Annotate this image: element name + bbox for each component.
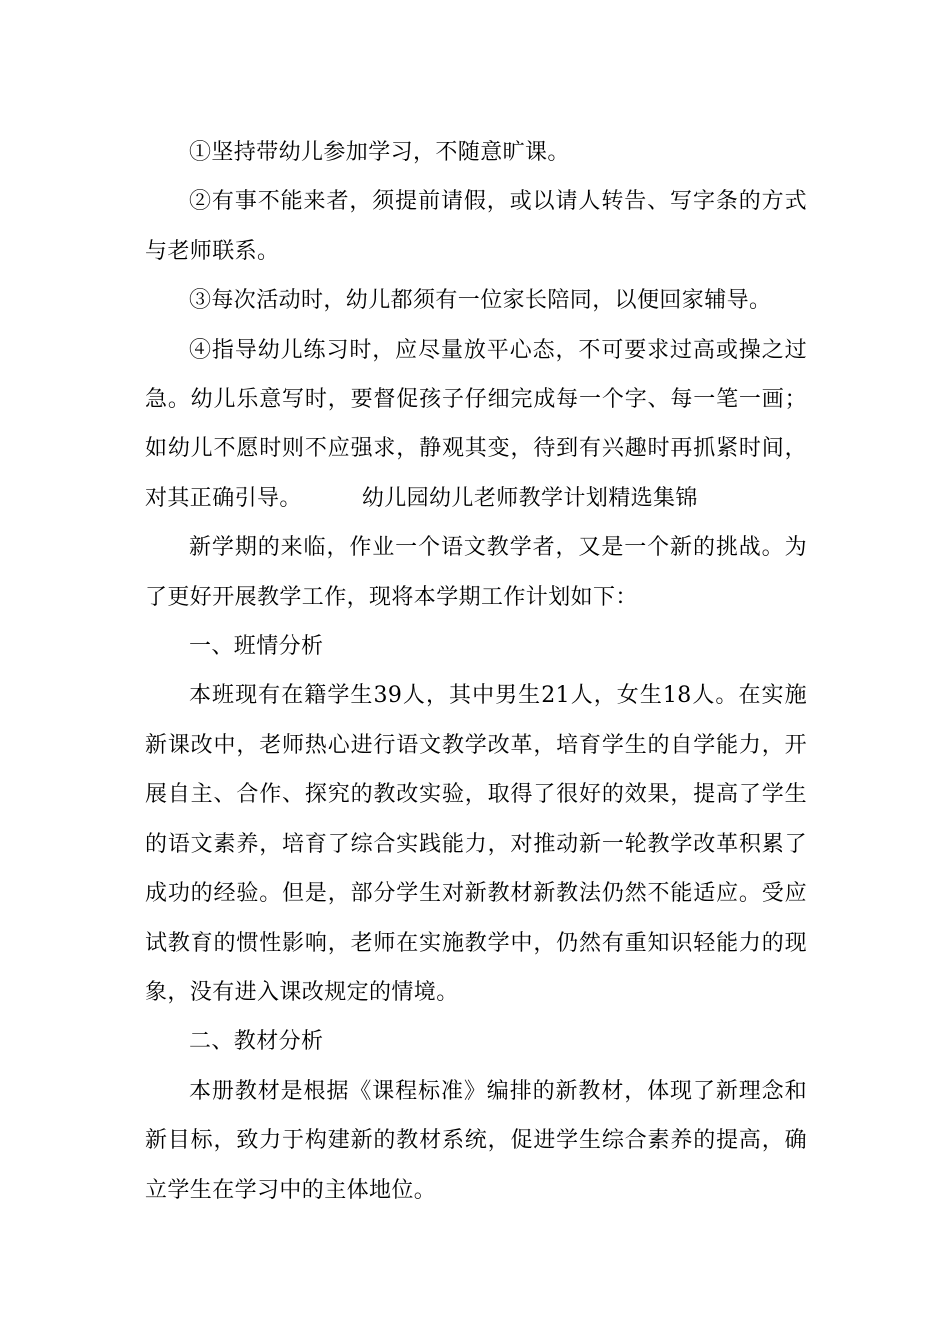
paragraph-leave-request: ②有事不能来者，须提前请假，或以请人转告、写字条的方式与老师联系。 bbox=[145, 189, 807, 264]
paragraph-class-analysis: 本班现有在籍学生39人，其中男生21人，女生18人。在实施新课改中，老师热心进行语文教学改革，培育学生的自学能力，开展自主、合作、探究的教改实验，取得了很好的效果，提高了学生的语文素养，培育了综合实践能力，对推动新一轮教学改革积累了成功的经验。但是，部分学生对新教材新教法仍然不能适应。受应试教育的惯性影响，老师在实施教学中，仍然有重知识轻能力的现象，没有进入课改规定的情境。 bbox=[145, 683, 807, 1005]
paragraph-textbook-analysis: 本册教材是根据《课程标准》编排的新教材，体现了新理念和新目标，致力于构建新的教材系统，促进学生综合素养的提高，确立学生在学习中的主体地位。 bbox=[145, 1078, 807, 1203]
heading-textbook-analysis: 二、教材分析 bbox=[189, 1029, 324, 1055]
document-page bbox=[145, 128, 807, 1215]
paragraph-parent-accompany: ③每次活动时，幼儿都须有一位家长陪同，以便回家辅导。 bbox=[189, 288, 772, 314]
paragraph-guidance-text: ④指导幼儿练习时，应尽量放平心态，不可要求过高或操之过急。幼儿乐意写时，要督促孩子仔细完成每一个字、每一笔一画；如幼儿不愿时则不应强求，静观其变，待到有兴趣时再抓紧时间，对其正确引导。 bbox=[145, 337, 807, 511]
section-title: 幼儿园幼儿老师教学计划精选集锦 bbox=[361, 485, 698, 511]
paragraph-intro: 新学期的来临，作业一个语文教学者，又是一个新的挑战。为了更好开展教学工作，现将本学期工作计划如下： bbox=[145, 535, 807, 610]
paragraph-guidance bbox=[145, 326, 807, 524]
heading-class-analysis: 一、班情分析 bbox=[189, 634, 324, 660]
paragraph-attendance: ①坚持带幼儿参加学习，不随意旷课。 bbox=[189, 140, 570, 165]
